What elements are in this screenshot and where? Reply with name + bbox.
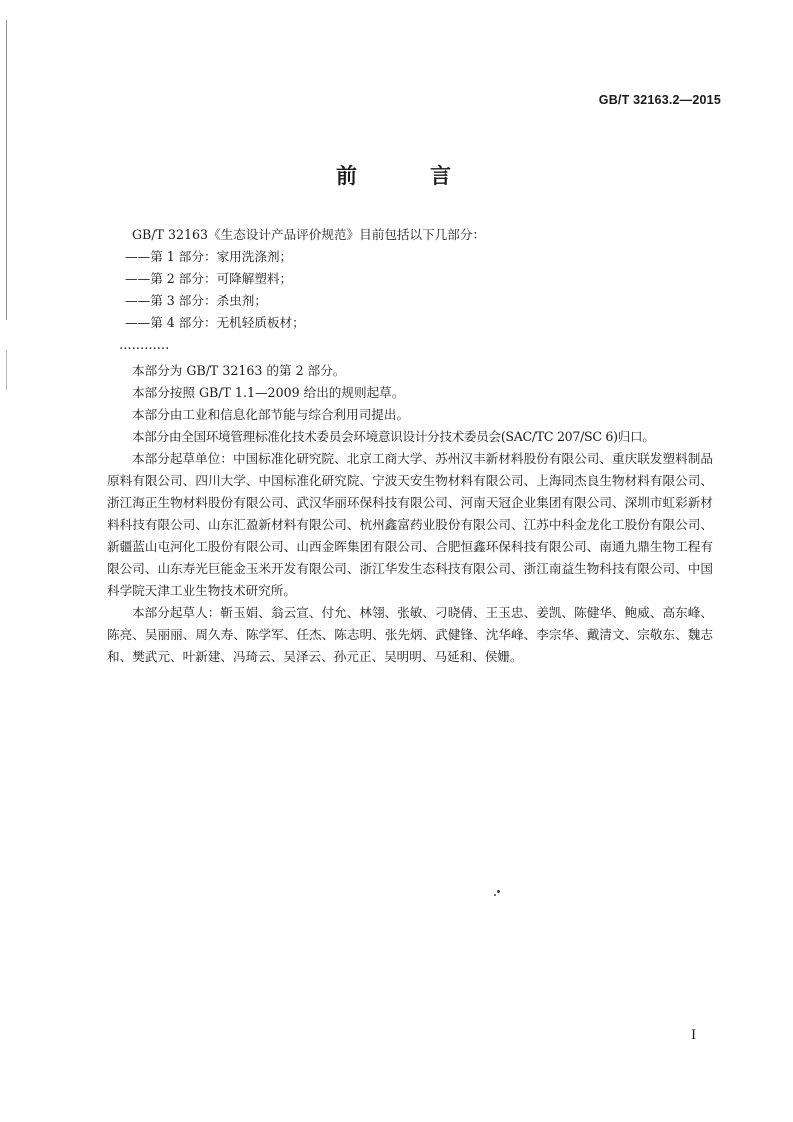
part-item-3: ——第 3 部分：杀虫剂； <box>125 293 267 308</box>
part-ellipsis: ………… <box>119 337 170 352</box>
paragraph-administrator: 本部分由全国环境管理标准化技术委员会环境意识设计分技术委员会(SAC/TC 207/SC 6)归口。 <box>132 429 655 444</box>
part-item-4: ——第 4 部分：无机轻质板材； <box>125 315 305 330</box>
standard-code: GB/T 32163.2—2015 <box>598 93 721 107</box>
scan-margin-mark <box>6 20 7 320</box>
scan-speck <box>494 894 496 896</box>
paragraph-drafting-rules: 本部分按照 GB/T 1.1—2009 给出的规则起草。 <box>132 385 405 400</box>
page-title: 前 言 <box>336 164 477 188</box>
part-item-2: ——第 2 部分：可降解塑料； <box>125 271 293 286</box>
intro-line: GB/T 32163《生态设计产品评价规范》目前包括以下几部分： <box>132 227 486 242</box>
paragraph-part-statement: 本部分为 GB/T 32163 的第 2 部分。 <box>132 363 346 378</box>
paragraph-drafters: 本部分起草人：靳玉娟、翁云宣、付允、林翎、张敏、刁晓倩、王玉忠、姜凯、陈健华、鲍威、高东峰、陈亮、吴丽丽、周久寿、陈学军、任杰、陈志明、张先炳、武健锋、沈华峰、李宗华、戴清文、宗敬东、魏志和、樊武元、叶新建、冯琦云、吴泽云、孙元正、吴明明、马延和、侯姗。 <box>107 605 713 664</box>
part-item-1: ——第 1 部分：家用洗涤剂； <box>125 249 293 264</box>
page-number: I <box>691 1028 697 1043</box>
paragraph-proposer: 本部分由工业和信息化部节能与综合利用司提出。 <box>132 407 410 422</box>
scan-speck <box>497 890 500 893</box>
scan-margin-mark <box>6 350 7 390</box>
document-body <box>107 224 713 668</box>
paragraph-drafting-units: 本部分起草单位：中国标准化研究院、北京工商大学、苏州汉丰新材料股份有限公司、重庆联发塑料制品原料有限公司、四川大学、中国标准化研究院、宁波天安生物材料有限公司、上海同杰良生物材料有限公司、浙江海正生物材料股份有限公司、武汉华丽环保科技有限公司、河南天冠企业集团有限公司、深圳市虹彩新材料科技有限公司、山东汇盈新材料有限公司、杭州鑫富药业股份有限公司、江苏中科金龙化工股份有限公司、新疆蓝山屯河化工股份有限公司、山西金晖集团有限公司、合肥恒鑫环保科技有限公司、南通九鼎生物工程有限公司、山东寿光巨能金玉米开发有限公司、浙江华发生态科技有限公司、浙江南益生物科技有限公司、中国科学院天津工业生物技术研究所。 <box>107 451 713 598</box>
